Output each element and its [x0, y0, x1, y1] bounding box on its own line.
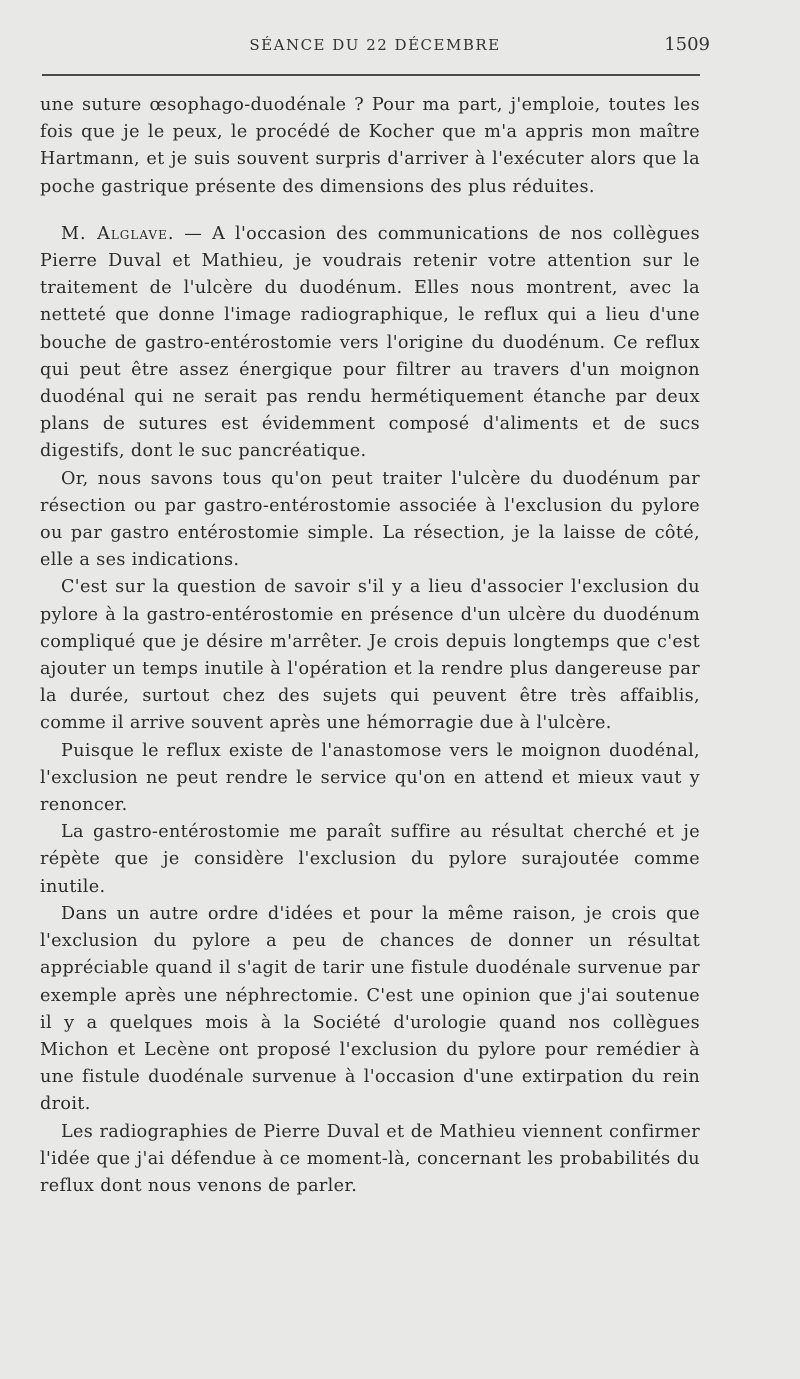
paragraph: Les radiographies de Pierre Duval et de Mathieu viennent confirmer l'idée que j'ai défendue à ce moment-là, concernant les probabilités du reflux dont nous venons de parler.	[40, 1121, 700, 1196]
paragraph: C'est sur la question de savoir s'il y a lieu d'associer l'exclusion du pylore à la gastro-entérostomie en présence d'un ulcère du duodénum compliqué que je désire m'arrêter. Je crois depuis longtemps que c'est ajouter un temps inutile à l'opération et la rendre plus dangereuse par la durée, surtout chez des sujets qui peuvent être très affaiblis, comme il arrive souvent après une hémorragie due à l'ulcère.	[40, 577, 700, 734]
paragraph: Puisque le reflux existe de l'anastomose vers le moignon duodénal, l'exclusion ne peut rendre le service qu'on en attend et mieux vaut y renoncer.	[40, 740, 700, 816]
paragraph-speech-alglave	[40, 221, 700, 466]
paragraph-continuation: une suture œsophago-duodénale ? Pour ma part, j'emploie, toutes les fois que je le peux, le procédé de Kocher que m'a appris mon maître Hartmann, et je suis souvent surpris d'arriver à l'exécuter alors que la poche gastrique présente des dimensions des plus réduites.	[40, 95, 700, 197]
running-title: SÉANCE DU 22 DÉCEMBRE	[249, 36, 501, 54]
paragraph: Dans un autre ordre d'idées et pour la même raison, je crois que l'exclusion du pylore a peu de chances de donner un résultat appréciable quand il s'agit de tarir une fistule duodénale survenue par exemple après une néphrectomie. C'est une opinion que j'ai soutenue il y a quelques mois à la Société d'urologie quand nos collègues Michon et Lecène ont proposé l'exclusion du pylore pour remédier à une fistule duodénale survenue à l'occasion d'une extirpation du rein droit.	[40, 903, 700, 1115]
speaker-name: M. Alglave.	[61, 223, 175, 244]
paragraph: Or, nous savons tous qu'on peut traiter l'ulcère du duodénum par résection ou par gastro-entérostomie associée à l'exclusion du pylore ou par gastro entérostomie simple. La résection, je la laisse de côté, elle a ses indications.	[40, 468, 700, 571]
paragraph: La gastro-entérostomie me paraît suffire au résultat cherché et je répète que je considère l'exclusion du pylore surajoutée comme inutile.	[40, 822, 700, 897]
page-number: 1509	[664, 34, 710, 55]
header-rule	[42, 74, 700, 76]
speech-text: — A l'occasion des communications de nos collègues Pierre Duval et Mathieu, je voudrais retenir votre attention sur le traitement de l'ulcère du duodénum. Elles nous montrent, avec la netteté que donne l'image radiographique, le reflux qui a lieu d'une bouche de gastro-entérostomie vers l'origine du duodénum. Ce reflux qui peut être assez énergique pour filtrer au travers d'un moignon duodénal qui ne serait pas rendu hermétiquement étanche par deux plans de sutures est évidemment composé d'aliments et de sucs digestifs, dont le suc pancréatique.	[40, 223, 701, 462]
running-head	[40, 36, 710, 58]
body-text	[40, 92, 700, 1200]
